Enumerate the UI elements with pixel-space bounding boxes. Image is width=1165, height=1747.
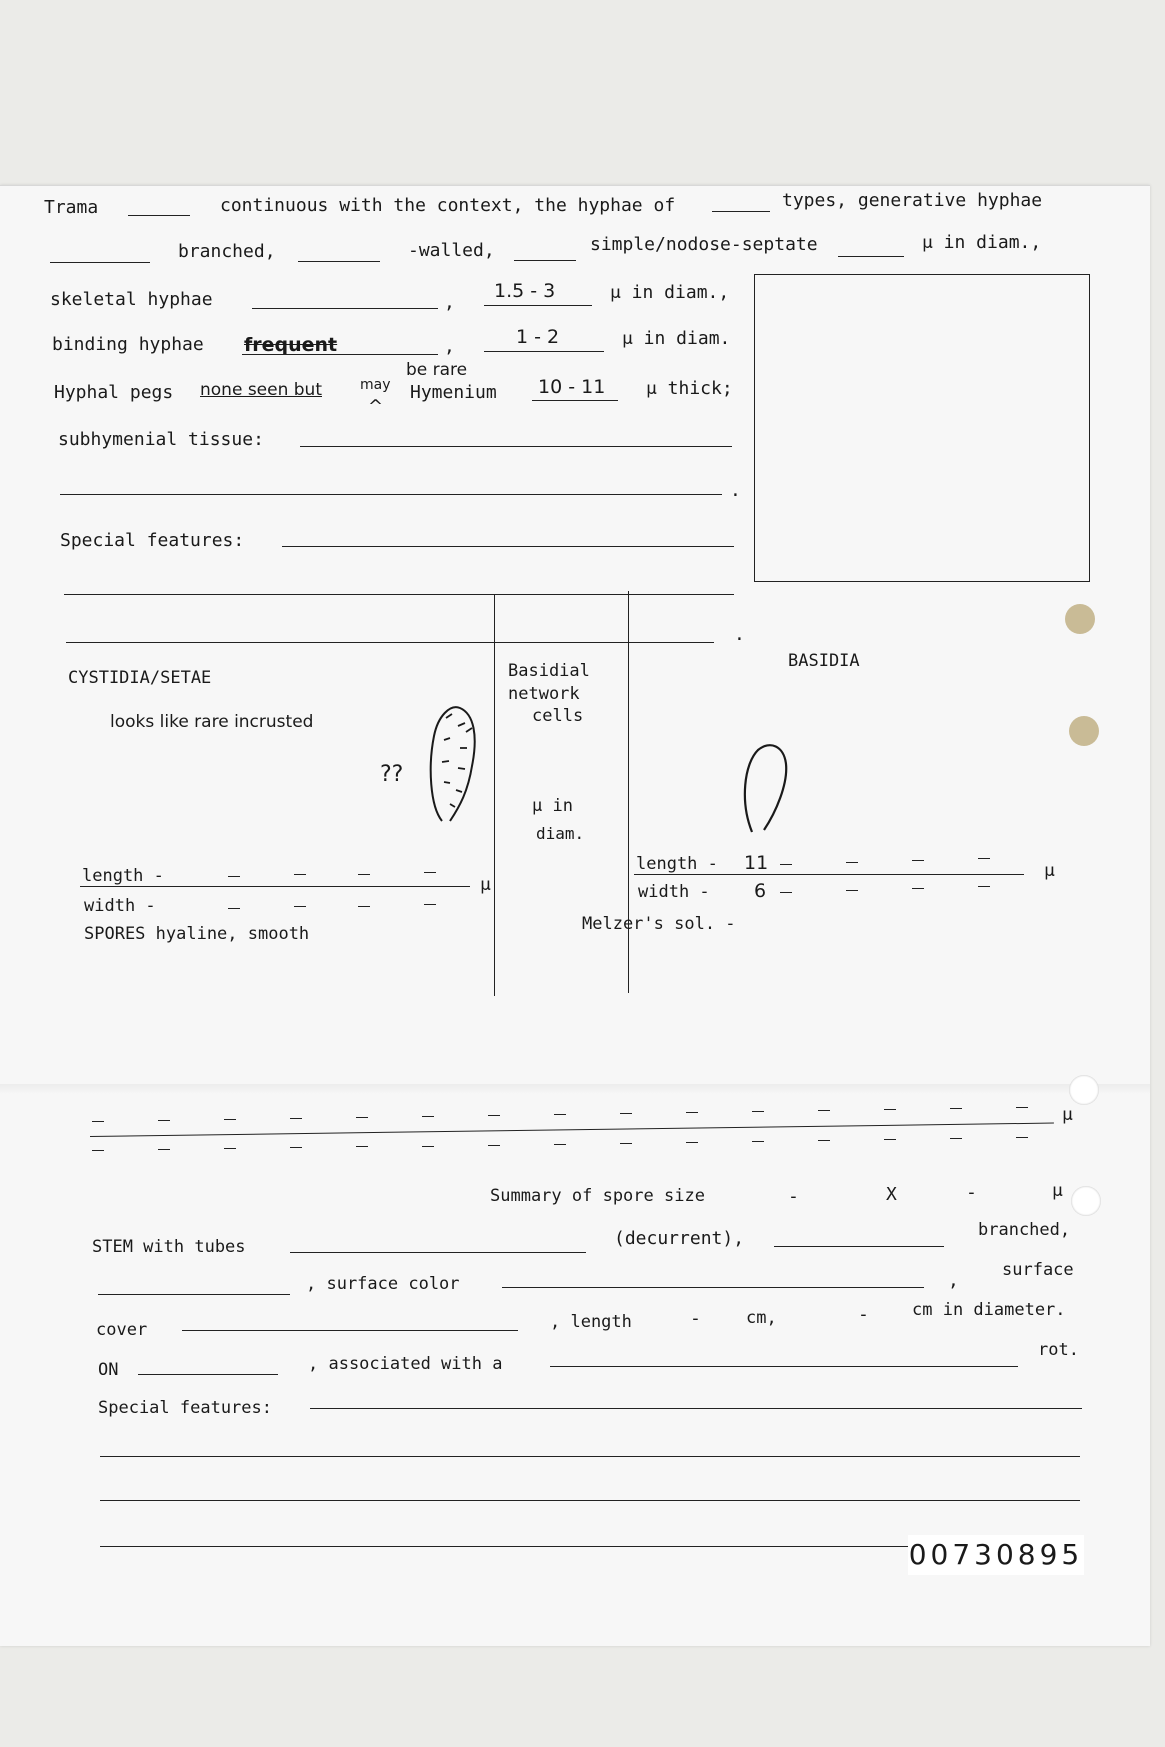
binder-hole	[1071, 1186, 1101, 1216]
dash-mark	[224, 1119, 236, 1120]
dash-mark	[780, 864, 792, 865]
dash-mark	[978, 886, 990, 887]
dash-mark	[554, 1144, 566, 1145]
binding-value-a: frequent	[244, 334, 338, 356]
trama-label: Trama	[44, 197, 99, 218]
hyphae-types-blank	[712, 211, 770, 212]
diam-label: μ in diam.,	[922, 232, 1042, 253]
dash-mark	[228, 876, 240, 877]
dash-mark	[950, 1138, 962, 1139]
cystidia-note: looks like rare incrusted	[110, 712, 314, 732]
basidia-length-label: length -	[636, 854, 718, 874]
binding-value-b: 1 - 2	[516, 326, 560, 348]
stem-comma: ,	[948, 1270, 959, 1291]
notes-box	[754, 274, 1090, 582]
dash-mark	[912, 888, 924, 889]
dash-mark	[488, 1115, 500, 1116]
melzer-label: Melzer's sol. -	[582, 914, 736, 934]
dash-mark	[912, 860, 924, 861]
dash-mark	[358, 906, 370, 907]
basidia-width-label: width -	[638, 882, 710, 902]
hymenium-unit: μ thick;	[646, 378, 733, 399]
dash-mark	[294, 906, 306, 907]
dash-mark	[294, 874, 306, 875]
special1-blank-3	[66, 642, 714, 643]
basidia-width-value: 6	[754, 880, 767, 902]
stem-blank	[290, 1252, 586, 1253]
dash-mark	[884, 1109, 896, 1110]
special1-blank-2	[64, 594, 734, 595]
special2-label: Special features:	[98, 1398, 272, 1418]
summary-dash-1: -	[788, 1186, 799, 1207]
pegs-value: none seen but	[200, 380, 322, 400]
dash-mark	[424, 904, 436, 905]
hymenium-value: 10 - 11	[538, 376, 606, 398]
stem-blank-2	[774, 1246, 944, 1247]
length-label: , length	[550, 1312, 632, 1332]
skeletal-blank	[252, 308, 438, 309]
dash-mark	[818, 1110, 830, 1111]
cystidium-sketch	[420, 696, 490, 826]
dash-mark	[620, 1143, 632, 1144]
dash-mark	[424, 872, 436, 873]
stem-label: STEM with tubes	[92, 1237, 246, 1257]
summary-unit: μ	[1052, 1180, 1063, 1201]
dash-mark	[228, 908, 240, 909]
dash-mark	[846, 890, 858, 891]
dash-mark	[884, 1139, 896, 1140]
stem-decurrent: (decurrent),	[614, 1228, 745, 1249]
basidia-title: BASIDIA	[788, 651, 860, 671]
dash-mark	[752, 1141, 764, 1142]
dash-mark	[686, 1112, 698, 1113]
skeletal-unit: μ in diam.,	[610, 282, 730, 303]
dash-mark	[422, 1146, 434, 1147]
dash-mark	[158, 1120, 170, 1121]
dash-mark	[422, 1116, 434, 1117]
skeletal-value: 1.5 - 3	[494, 280, 556, 302]
trama-text-a: continuous with the context, the hyphae of	[220, 195, 676, 216]
binding-label: binding hyphae	[52, 334, 204, 355]
basidial-unit-2: diam.	[536, 824, 585, 843]
dash-mark	[488, 1145, 500, 1146]
dash-mark	[752, 1111, 764, 1112]
special1-period: .	[734, 624, 745, 645]
septate-label: simple/nodose-septate	[590, 234, 818, 255]
dash-mark	[356, 1117, 368, 1118]
dash-mark	[620, 1113, 632, 1114]
special1-label: Special features:	[60, 530, 245, 551]
cystidia-unit: μ	[480, 874, 491, 895]
binder-hole	[1069, 716, 1099, 746]
cystidia-width-label: width -	[84, 896, 156, 916]
basidial-title-2: network	[508, 684, 580, 704]
surface-label: surface	[1002, 1260, 1074, 1280]
cover-blank	[182, 1330, 518, 1331]
rot-label: rot.	[1038, 1340, 1079, 1360]
basidium-sketch	[738, 742, 798, 837]
branched-label: branched,	[178, 241, 276, 262]
summary-dash-2: -	[966, 1182, 977, 1203]
dash-mark	[780, 892, 792, 893]
dash-mark	[358, 874, 370, 875]
special2-blank	[310, 1408, 1082, 1409]
dash-mark	[818, 1140, 830, 1141]
dash-mark	[356, 1146, 368, 1147]
cystidia-length-line	[80, 886, 470, 887]
spores-label: SPORES hyaline, smooth	[84, 924, 310, 944]
assoc-blank	[550, 1366, 1018, 1367]
dash-mark	[224, 1148, 236, 1149]
cystidia-label: CYSTIDIA/SETAE	[68, 668, 212, 688]
special1-blank	[282, 546, 734, 547]
surface-color-blank	[502, 1287, 924, 1288]
binding-comma: ,	[444, 336, 455, 357]
cystidia-length-label: length -	[82, 866, 164, 886]
dash-mark	[846, 862, 858, 863]
basidia-length-value: 11	[744, 852, 769, 874]
hymenium-label: Hymenium	[410, 382, 497, 403]
basidia-length-line	[634, 874, 1024, 875]
section-divider-1	[494, 594, 495, 996]
septate-blank	[514, 260, 576, 261]
pegs-insert-a: may	[360, 377, 391, 393]
special2-blank-2	[100, 1456, 1080, 1457]
summary-label: Summary of spore size	[490, 1186, 705, 1206]
skeletal-comma: ,	[444, 292, 455, 313]
binding-unit: μ in diam.	[622, 328, 731, 349]
subhymenial-period: .	[730, 480, 741, 501]
cover-label: cover	[96, 1320, 148, 1340]
on-label: ON	[98, 1360, 119, 1380]
dash-mark	[290, 1118, 302, 1119]
summary-x: X	[886, 1184, 897, 1205]
form-sheet	[0, 185, 1150, 1646]
dash-mark	[686, 1142, 698, 1143]
binding-blank	[242, 354, 438, 355]
diam-blank	[838, 256, 904, 257]
dash-mark	[950, 1108, 962, 1109]
basidia-unit: μ	[1044, 860, 1055, 881]
walled-label: -walled,	[408, 240, 495, 261]
diameter-dash: -	[858, 1304, 869, 1325]
surface-blank	[98, 1294, 290, 1295]
assoc-label: , associated with a	[308, 1354, 503, 1374]
subhymenial-blank-2	[60, 494, 722, 495]
binder-hole	[1069, 1075, 1099, 1105]
basidial-title-3: cells	[532, 706, 584, 726]
hymenium-line	[532, 400, 618, 401]
dash-mark	[92, 1150, 104, 1151]
cystidia-question: ??	[380, 762, 404, 787]
caret-mark: ^	[368, 396, 384, 417]
cm-label: cm,	[746, 1308, 777, 1328]
skeletal-label: skeletal hyphae	[50, 289, 213, 310]
binding-value-line	[484, 351, 604, 352]
subhymenial-label: subhymenial tissue:	[58, 429, 264, 450]
fold-crease	[0, 1084, 1150, 1094]
on-blank	[138, 1374, 278, 1375]
catalog-number: 00730895	[908, 1535, 1084, 1575]
dash-mark	[1016, 1137, 1028, 1138]
length-dash: -	[690, 1308, 701, 1329]
wall-blank	[298, 261, 380, 262]
trama-blank	[128, 215, 190, 216]
pegs-insert-b: be rare	[406, 360, 468, 380]
stem-branched: branched,	[978, 1220, 1071, 1240]
surface-color-label: , surface color	[306, 1274, 460, 1294]
dash-mark	[290, 1147, 302, 1148]
subhymenial-blank	[300, 446, 732, 447]
branched-blank	[50, 262, 150, 263]
pegs-label: Hyphal pegs	[54, 382, 174, 403]
trama-text-b: types, generative hyphae	[782, 190, 1043, 211]
diameter-label: cm in diameter.	[912, 1300, 1066, 1320]
dash-mark	[978, 858, 990, 859]
dash-mark	[1016, 1107, 1028, 1108]
dash-mark	[554, 1114, 566, 1115]
dash-mark	[158, 1149, 170, 1150]
spores-line	[90, 1123, 1054, 1137]
binder-hole	[1065, 604, 1095, 634]
special2-blank-3	[100, 1500, 1080, 1501]
skeletal-value-line	[484, 305, 592, 306]
basidial-unit-1: μ in	[532, 796, 573, 816]
dash-mark	[92, 1121, 104, 1122]
spores-unit: μ	[1062, 1104, 1073, 1125]
basidial-title-1: Basidial	[508, 661, 590, 681]
